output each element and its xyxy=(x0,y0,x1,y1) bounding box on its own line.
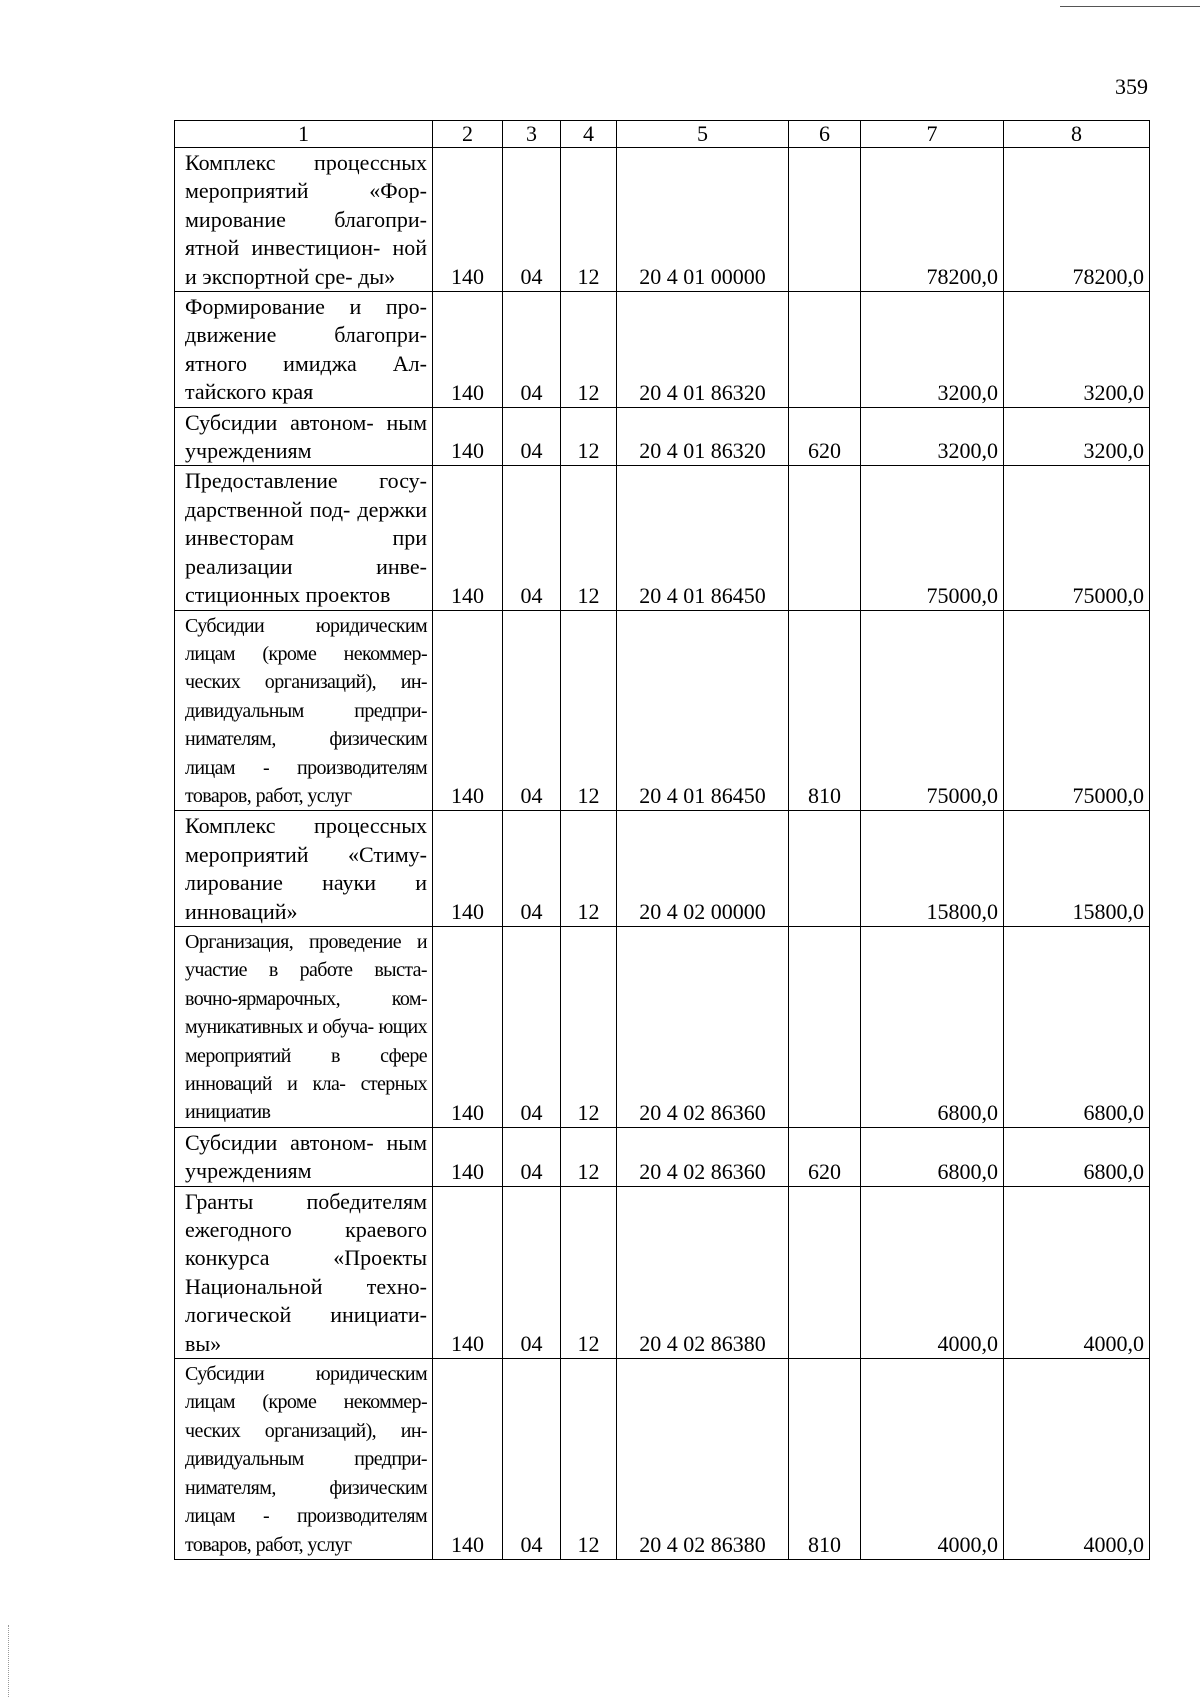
item-name-line: конкурса «Проекты xyxy=(185,1245,427,1271)
item-name-line: инноваций» xyxy=(185,898,298,924)
item-name-cell xyxy=(175,407,433,466)
amount-year2-cell: 6800,0 xyxy=(1004,1127,1150,1186)
target-article-cell: 20 4 02 86380 xyxy=(617,1186,789,1358)
table-row xyxy=(175,610,1150,811)
table-row xyxy=(175,1127,1150,1186)
item-name-line: лицам (кроме некоммер- xyxy=(185,642,427,665)
target-article-cell: 20 4 01 86450 xyxy=(617,466,789,610)
code-admin-cell: 140 xyxy=(433,1186,503,1358)
amount-year1-cell: 3200,0 xyxy=(861,292,1004,408)
item-name-line: нимателям, физическим xyxy=(185,728,427,751)
item-name-cell xyxy=(175,811,433,927)
target-article-cell: 20 4 02 86360 xyxy=(617,926,789,1127)
expense-type-cell xyxy=(789,1186,861,1358)
item-name-line: Субсидии автоном- xyxy=(185,409,374,435)
item-name-line: Национальной техно- xyxy=(185,1273,427,1299)
item-name-line: Комплекс процессных xyxy=(185,813,427,839)
code-section-cell: 04 xyxy=(503,926,561,1127)
expense-type-cell: 620 xyxy=(789,407,861,466)
item-name-line: ятного имиджа Ал- xyxy=(185,350,427,376)
code-subsection-cell: 12 xyxy=(561,1127,617,1186)
amount-year2-cell: 6800,0 xyxy=(1004,926,1150,1127)
item-name-line: мероприятий «Стиму- xyxy=(185,841,427,867)
item-name-line: лицам - производителям xyxy=(185,756,427,779)
item-name-line: ятной инвестицион- xyxy=(185,235,381,261)
code-subsection-cell: 12 xyxy=(561,1186,617,1358)
item-name-cell xyxy=(175,1359,433,1560)
code-section-cell: 04 xyxy=(503,292,561,408)
header-cell-6: 6 xyxy=(789,121,861,148)
code-subsection-cell: 12 xyxy=(561,407,617,466)
code-subsection-cell: 12 xyxy=(561,811,617,927)
code-section-cell: 04 xyxy=(503,811,561,927)
item-name-line: стиционных проектов xyxy=(185,582,391,608)
item-name-line: Субсидии юридическим xyxy=(185,614,427,637)
code-admin-cell: 140 xyxy=(433,610,503,811)
item-name-line: ежегодного краевого xyxy=(185,1217,427,1243)
item-name-line: при реализации инве- xyxy=(185,525,427,579)
item-name-line: нимателям, физическим xyxy=(185,1476,427,1499)
code-admin-cell: 140 xyxy=(433,1359,503,1560)
table-row xyxy=(175,1186,1150,1358)
code-subsection-cell: 12 xyxy=(561,292,617,408)
amount-year1-cell: 4000,0 xyxy=(861,1186,1004,1358)
expense-type-cell xyxy=(789,292,861,408)
item-name-line: вочно-ярмарочных, ком- xyxy=(185,987,427,1010)
table-row xyxy=(175,1359,1150,1560)
header-cell-2: 2 xyxy=(433,121,503,148)
code-admin-cell: 140 xyxy=(433,466,503,610)
item-name-cell xyxy=(175,148,433,292)
amount-year1-cell: 75000,0 xyxy=(861,466,1004,610)
target-article-cell: 20 4 01 86450 xyxy=(617,610,789,811)
item-name-line: товаров, работ, услуг xyxy=(185,784,352,807)
scan-margin-dots xyxy=(8,1625,11,1697)
table-row xyxy=(175,466,1150,610)
item-name-line: сфере инноваций и кла- xyxy=(185,1044,427,1095)
expense-type-cell: 810 xyxy=(789,1359,861,1560)
code-admin-cell: 140 xyxy=(433,811,503,927)
target-article-cell: 20 4 02 86380 xyxy=(617,1359,789,1560)
code-subsection-cell: 12 xyxy=(561,466,617,610)
amount-year2-cell: 3200,0 xyxy=(1004,407,1150,466)
item-name-line: ющих мероприятий в xyxy=(185,1016,427,1067)
code-admin-cell: 140 xyxy=(433,1127,503,1186)
code-section-cell: 04 xyxy=(503,1359,561,1560)
item-name-line: Комплекс процессных xyxy=(185,150,427,175)
item-name-line: мероприятий «Фор- xyxy=(185,178,427,204)
amount-year2-cell: 15800,0 xyxy=(1004,811,1150,927)
target-article-cell: 20 4 02 86360 xyxy=(617,1127,789,1186)
table-header-row xyxy=(175,121,1150,148)
code-subsection-cell: 12 xyxy=(561,148,617,292)
code-admin-cell: 140 xyxy=(433,407,503,466)
item-name-line: мирование благопри- xyxy=(185,206,427,232)
code-section-cell: 04 xyxy=(503,1127,561,1186)
code-section-cell: 04 xyxy=(503,148,561,292)
code-section-cell: 04 xyxy=(503,1186,561,1358)
item-name-line: и участие в работе выста- xyxy=(185,930,427,982)
item-name-line: Предоставление госу- xyxy=(185,468,427,494)
item-name-line: дивидуальным предпри- xyxy=(185,1448,427,1471)
item-name-line: ческих организаций), ин- xyxy=(185,671,427,694)
target-article-cell: 20 4 01 86320 xyxy=(617,292,789,408)
target-article-cell: 20 4 01 00000 xyxy=(617,148,789,292)
item-name-line: Субсидии автоном- xyxy=(185,1129,374,1155)
expense-type-cell xyxy=(789,926,861,1127)
item-name-line: Организация, проведение xyxy=(185,930,401,953)
expense-type-cell xyxy=(789,811,861,927)
header-cell-1: 1 xyxy=(175,121,433,148)
item-name-line: логической инициати- xyxy=(185,1302,427,1328)
header-cell-5: 5 xyxy=(617,121,789,148)
amount-year1-cell: 75000,0 xyxy=(861,610,1004,811)
item-name-cell xyxy=(175,292,433,408)
item-name-cell xyxy=(175,926,433,1127)
amount-year2-cell: 75000,0 xyxy=(1004,610,1150,811)
item-name-line: Гранты победителям xyxy=(185,1188,427,1214)
amount-year2-cell: 3200,0 xyxy=(1004,292,1150,408)
table-row xyxy=(175,148,1150,292)
expense-type-cell: 620 xyxy=(789,1127,861,1186)
amount-year2-cell: 4000,0 xyxy=(1004,1186,1150,1358)
amount-year1-cell: 3200,0 xyxy=(861,407,1004,466)
table-row xyxy=(175,926,1150,1127)
header-cell-3: 3 xyxy=(503,121,561,148)
item-name-line: товаров, работ, услуг xyxy=(185,1533,352,1556)
expense-type-cell: 810 xyxy=(789,610,861,811)
item-name-line: лицам (кроме некоммер- xyxy=(185,1391,427,1414)
item-name-line: движение благопри- xyxy=(185,322,427,348)
target-article-cell: 20 4 01 86320 xyxy=(617,407,789,466)
item-name-line: вы» xyxy=(185,1330,222,1356)
target-article-cell: 20 4 02 00000 xyxy=(617,811,789,927)
item-name-cell xyxy=(175,610,433,811)
code-admin-cell: 140 xyxy=(433,148,503,292)
amount-year1-cell: 4000,0 xyxy=(861,1359,1004,1560)
item-name-line: лирование науки и xyxy=(185,870,427,896)
amount-year2-cell: 75000,0 xyxy=(1004,466,1150,610)
amount-year1-cell: 6800,0 xyxy=(861,1127,1004,1186)
header-cell-7: 7 xyxy=(861,121,1004,148)
item-name-line: держки инвесторам xyxy=(185,496,427,551)
budget-table xyxy=(174,120,1150,1560)
code-section-cell: 04 xyxy=(503,407,561,466)
item-name-line: ным учреждениям xyxy=(185,409,428,464)
table-row xyxy=(175,407,1150,466)
table-row xyxy=(175,811,1150,927)
item-name-cell xyxy=(175,1186,433,1358)
amount-year2-cell: 4000,0 xyxy=(1004,1359,1150,1560)
corner-rule xyxy=(1060,6,1200,7)
amount-year1-cell: 78200,0 xyxy=(861,148,1004,292)
item-name-line: Субсидии юридическим xyxy=(185,1363,427,1386)
item-name-line: муникативных и обуча- xyxy=(185,1016,374,1039)
expense-type-cell xyxy=(789,466,861,610)
code-subsection-cell: 12 xyxy=(561,926,617,1127)
page-number: 359 xyxy=(1115,74,1148,99)
item-name-line: ды» xyxy=(358,263,396,289)
code-section-cell: 04 xyxy=(503,466,561,610)
item-name-line: ным учреждениям xyxy=(185,1129,428,1184)
item-name-line: ческих организаций), ин- xyxy=(185,1419,427,1442)
code-section-cell: 04 xyxy=(503,610,561,811)
item-name-line: дивидуальным предпри- xyxy=(185,699,427,722)
code-subsection-cell: 12 xyxy=(561,610,617,811)
item-name-line: Формирование и про- xyxy=(185,294,427,320)
amount-year2-cell: 78200,0 xyxy=(1004,148,1150,292)
item-name-line: лицам - производителям xyxy=(185,1505,427,1528)
code-admin-cell: 140 xyxy=(433,926,503,1127)
code-admin-cell: 140 xyxy=(433,292,503,408)
item-name-cell xyxy=(175,1127,433,1186)
item-name-line: ной и экспортной сре- xyxy=(185,235,427,289)
table-row xyxy=(175,292,1150,408)
item-name-cell xyxy=(175,466,433,610)
expense-type-cell xyxy=(789,148,861,292)
amount-year1-cell: 15800,0 xyxy=(861,811,1004,927)
header-cell-8: 8 xyxy=(1004,121,1150,148)
item-name-line: тайского края xyxy=(185,379,314,405)
header-cell-4: 4 xyxy=(561,121,617,148)
item-name-line: стерных инициатив xyxy=(185,1073,427,1124)
item-name-line: дарственной под- xyxy=(185,496,351,522)
code-subsection-cell: 12 xyxy=(561,1359,617,1560)
amount-year1-cell: 6800,0 xyxy=(861,926,1004,1127)
